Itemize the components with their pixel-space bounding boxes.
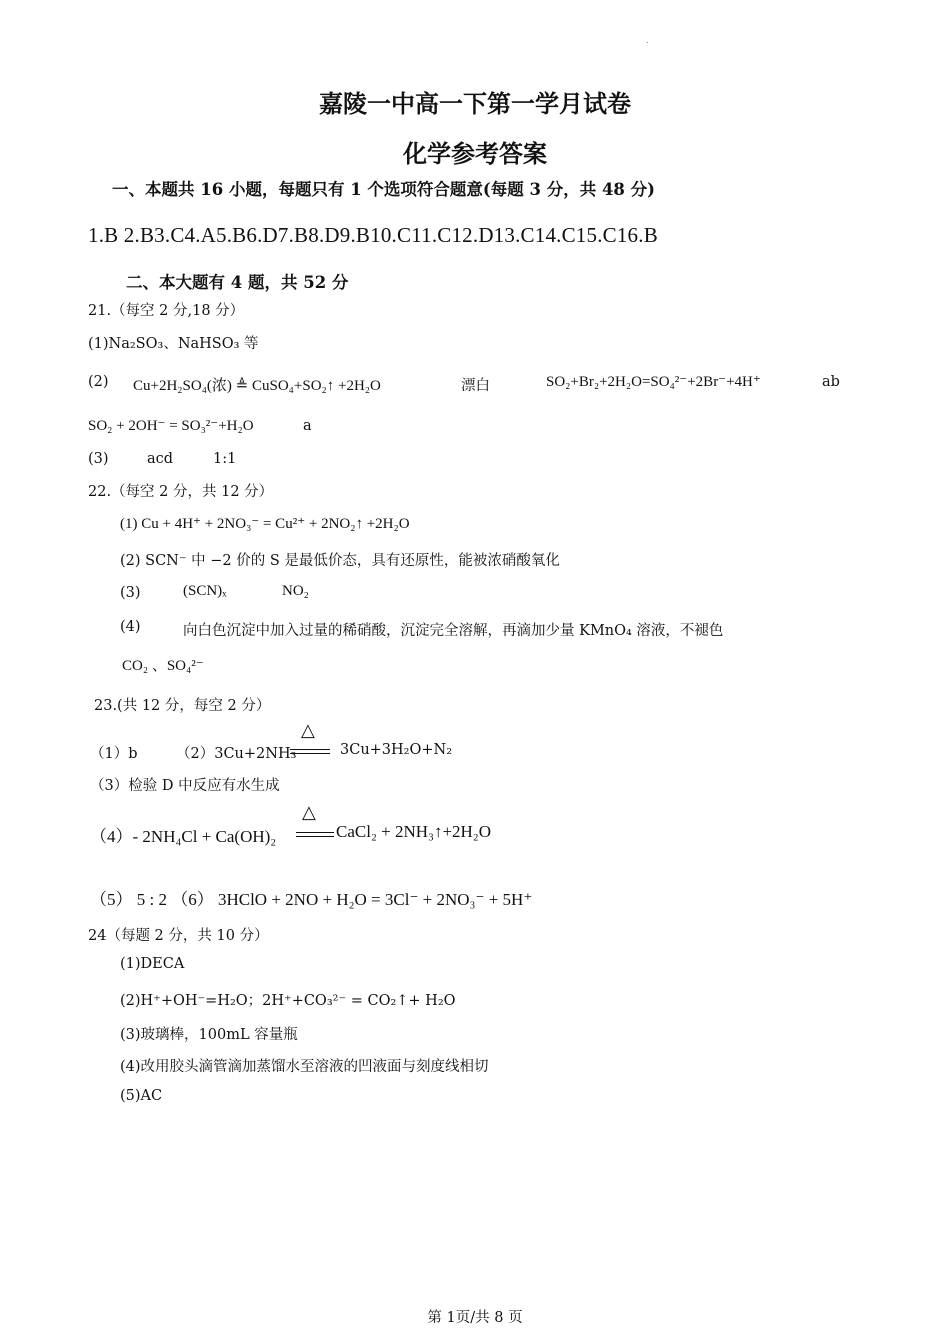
q23-part4-reactants: （4）- 2NH₄Cl + Ca(OH)₂: [90, 827, 277, 846]
section1-heading: 一、本题共 16 小题，每题只有 1 个选项符合题意(每题 3 分，共 48 分): [112, 180, 655, 199]
q21-part2-answer-ab: ab: [822, 374, 840, 390]
q24-part1: (1)DECA: [120, 956, 185, 972]
q21-heading: 21.（每空 2 分,18 分）: [88, 303, 245, 319]
q21-part2-property: 漂白: [461, 378, 490, 394]
page-subtitle: 化学参考答案: [403, 139, 547, 168]
q22-part3-answer-scn: (SCN)ₓ: [183, 583, 227, 599]
q21-part2-answer-a: a: [303, 418, 312, 434]
equation-bar-bottom: [296, 836, 334, 837]
q24-part4: (4)改用胶头滴管滴加蒸馏水至溶液的凹液面与刻度线相切: [120, 1059, 489, 1075]
page-number: 第 1页/共 8 页: [427, 1310, 523, 1326]
top-dot-mark: .: [646, 36, 649, 45]
q24-part5: (5)AC: [120, 1088, 163, 1104]
section1-answers: 1.B 2.B3.C4.A5.B6.D7.B8.D9.B10.C11.C12.D13.C14.C15.C16.B: [88, 223, 658, 247]
equation-bar-top: [296, 832, 334, 833]
equation-bar-bottom: [290, 753, 330, 754]
q21-part3-label: (3): [88, 451, 109, 467]
q24-heading: 24（每题 2 分，共 10 分）: [88, 928, 269, 944]
q24-part3: (3)玻璃棒，100mL 容量瓶: [120, 1027, 298, 1043]
q21-part3-ratio: 1:1: [213, 451, 237, 467]
q22-part3-answer-no2: NO₂: [282, 583, 309, 599]
q23-heading: 23.(共 12 分，每空 2 分）: [94, 698, 271, 714]
q21-part2-equation-so2-oh: SO₂ + 2OH⁻ = SO₃²⁻+H₂O: [88, 418, 254, 434]
q23-part4-products: CaCl₂ + 2NH₃↑+2H₂O: [336, 822, 492, 841]
q21-part2-equation-cu-h2so4: Cu+2H₂SO₄(浓) ≜ CuSO₄+SO₂↑ +2H₂O: [133, 378, 381, 394]
q21-part2-equation-so2-br2: SO₂+Br₂+2H₂O=SO₄²⁻+2Br⁻+4H⁺: [546, 374, 761, 390]
heat-triangle-icon: △: [302, 802, 316, 823]
q23-part2-reactants: （2）3Cu+2NH₃: [176, 746, 297, 762]
page-title: 嘉陵一中高一下第一学月试卷: [319, 89, 631, 118]
q22-heading: 22.（每空 2 分，共 12 分）: [88, 484, 274, 500]
section2-heading: 二、本大题有 4 题，共 52 分: [126, 273, 349, 292]
q22-part4-text: 向白色沉淀中加入过量的稀硝酸，沉淀完全溶解，再滴加少量 KMnO₄ 溶液，不褪色: [183, 623, 724, 639]
q24-part2: (2)H⁺+OH⁻=H₂O；2H⁺+CO₃²⁻ = CO₂↑+ H₂O: [120, 993, 456, 1009]
q21-part1: (1)Na₂SO₃、NaHSO₃ 等: [88, 336, 259, 352]
q22-part1-equation: (1) Cu + 4H⁺ + 2NO₃⁻ = Cu²⁺ + 2NO₂↑ +2H₂O: [120, 516, 410, 532]
equation-bar-top: [290, 749, 330, 750]
q22-part2-explanation: (2) SCN⁻ 中 −2 价的 S 是最低价态，具有还原性，能被浓硝酸氧化: [120, 553, 560, 569]
q21-part2-label: (2): [88, 374, 109, 390]
q23-part5-6: （5） 5 : 2 （6） 3HClO + 2NO + H₂O = 3Cl⁻ + 2NO₃⁻ + 5H⁺: [90, 890, 533, 909]
q21-part3-answer-acd: acd: [147, 451, 174, 467]
q22-part4-label: (4): [120, 619, 141, 635]
q22-part4-answer-gases: CO₂ 、SO₄²⁻: [122, 658, 204, 674]
q22-part3-label: (3): [120, 585, 141, 601]
q23-part1: （1）b: [90, 746, 138, 762]
heat-triangle-icon: △: [301, 720, 315, 741]
q23-part3: （3）检验 D 中反应有水生成: [90, 778, 280, 794]
q23-part2-products: 3Cu+3H₂O+N₂: [340, 742, 453, 758]
